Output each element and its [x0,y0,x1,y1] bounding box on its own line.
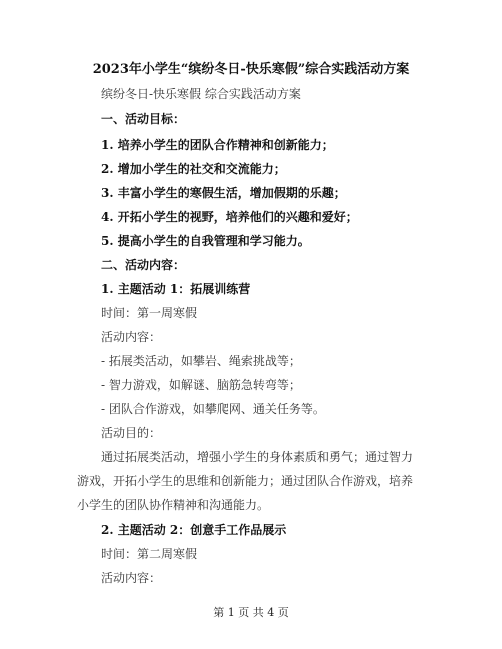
activity1-heading: 1. 主题活动 1：拓展训练营 [101,282,251,296]
activity1-item: - 拓展类活动，如攀岩、绳索挑战等； [101,354,301,368]
activity1-item: - 智力游戏，如解谜、脑筋急转弯等； [101,378,301,392]
activity1-content-label: 活动内容： [101,330,162,344]
page-footer: 第 1 页 共 4 页 [213,606,289,619]
document-subtitle: 缤纷冬日-快乐寒假 综合实践活动方案 [101,87,301,101]
document-title: 2023年小学生“缤纷冬日-快乐寒假”综合实践活动方案 [92,62,410,77]
section-heading-goals: 一、活动目标： [101,112,186,126]
activity1-time: 时间：第一周寒假 [101,306,198,320]
activity1-purpose-line: 通过拓展类活动，增强小学生的身体素质和勇气；通过智力 [101,450,414,464]
activity1-item: - 团队合作游戏，如攀爬网、通关任务等。 [101,402,325,416]
activity2-heading: 2. 主题活动 2：创意手工作品展示 [101,523,287,537]
activity1-purpose-line: 小学生的团队协作精神和沟通能力。 [77,498,270,512]
goal-item: 3. 丰富小学生的寒假生活，增加假期的乐趣； [101,186,346,200]
goal-item: 2. 增加小学生的社交和交流能力； [101,162,286,176]
activity2-time: 时间：第二周寒假 [101,547,198,561]
section-heading-content: 二、活动内容： [101,258,186,272]
goal-item: 4. 开拓小学生的视野，培养他们的兴趣和爱好； [101,210,358,224]
goal-item: 1. 培养小学生的团队合作精神和创新能力； [101,138,334,152]
activity2-content-label: 活动内容： [101,571,162,585]
activity1-purpose-label: 活动目的： [101,426,162,440]
activity1-purpose-line: 游戏，开拓小学生的思维和创新能力；通过团队合作游戏，培养 [77,474,414,488]
goal-item: 5. 提高小学生的自我管理和学习能力。 [101,234,310,248]
